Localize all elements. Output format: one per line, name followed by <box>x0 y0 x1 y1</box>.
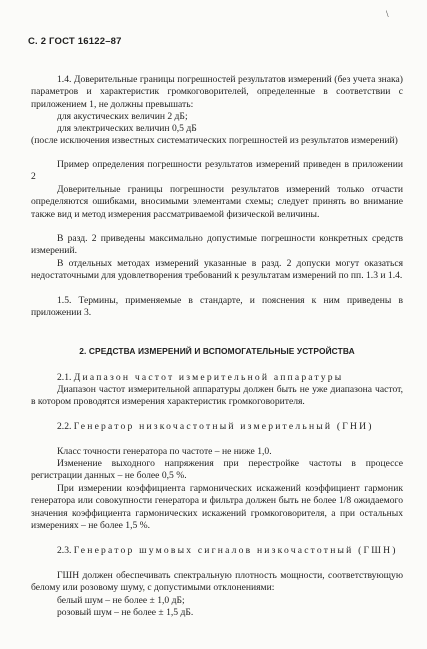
paragraph-2-3-heading <box>31 545 403 557</box>
clause-title: Генератор низкочастотный измерительный (ГНИ) <box>73 421 374 432</box>
example-paragraph: Пример определения погрешности результатов измерений приведен в приложении 2 <box>31 159 403 183</box>
harmonic-distortion: При измерении коэффициента гармонических искажений коэффициент гармоник генератора или совокупности генератора и фильтра должен быть не более 1/8 ожидаемого значения коэффициента гармонических искажений громкоговорителя, а при остальных измерениях – не более 1,5 %. <box>31 483 403 532</box>
page-header: С. 2 ГОСТ 16122–87 <box>28 36 122 47</box>
paragraph-1-4: 1.4. Доверительные границы погрешностей результатов измерений (без учета знака) параметров и характеристик громкоговорителей, определенные в соответствии с приложением 1, не должны превышать: <box>31 74 403 110</box>
acoustic-tolerance: для акустических величин 2 дБ; <box>57 111 188 122</box>
clause-title: Генератор шумовых сигналов низкочастотный (ГШН) <box>73 545 398 556</box>
methods-paragraph: В отдельных методах измерений указанные в разд. 2 допуски могут оказаться недостаточными для удовлетворения требований к результатам измерений по пп. 1.3 и 1.4. <box>31 258 403 282</box>
section-2-title: 2. СРЕДСТВА ИЗМЕРЕНИЙ И ВСПОМОГАТЕЛЬНЫЕ УСТРОЙСТВА <box>79 346 355 356</box>
confidence-paragraph: Доверительные границы погрешности результатов измерений только отчасти определяются ошибками, вносимыми элементами схемы; следует принять во внимание также вид и метод измерения рассматриваемой физической величины. <box>31 184 403 220</box>
accuracy-class: Класс точности генератора по частоте – не ниже 1,0. <box>57 446 272 457</box>
pink-noise: розовый шум – не более ± 1,5 дБ. <box>57 607 194 618</box>
clause-number: 2.3. <box>57 545 72 556</box>
clause-title: Диапазон частот измерительной аппаратуры <box>73 372 344 383</box>
electric-tolerance: для электрических величин 0,5 дБ <box>57 123 197 134</box>
section2-reference: В разд. 2 приведены максимально допустимые погрешности конкретных средств измерений. <box>31 233 403 257</box>
clause-number: 2.1. <box>57 372 72 383</box>
voltage-change: Изменение выходного напряжения при перестройке частоты в процессе регистрации данных – не более 0,5 %. <box>31 458 403 482</box>
paragraph-2-1-text: Диапазон частот измерительной аппаратуры должен быть не уже диапазона частот, в котором проводятся измерения характеристик громкоговорителя. <box>31 384 403 408</box>
white-noise: белый шум – не более ± 1,0 дБ; <box>57 595 185 606</box>
corner-mark: \ <box>386 9 389 19</box>
paragraph-2-1-heading <box>31 372 403 384</box>
paragraph-2-2-heading <box>31 421 403 433</box>
noise-generator-text: ГШН должен обеспечивать спектральную плотность мощности, соответствующую белому или розовому шуму, с допустимыми отклонениями: <box>31 570 403 594</box>
clause-number: 2.2. <box>57 421 72 432</box>
systematic-note: (после исключения известных систематических погрешностей из результатов измерений) <box>31 135 398 146</box>
paragraph-1-5: 1.5. Термины, применяемые в стандарте, и пояснения к ним приведены в приложении 3. <box>31 295 403 319</box>
